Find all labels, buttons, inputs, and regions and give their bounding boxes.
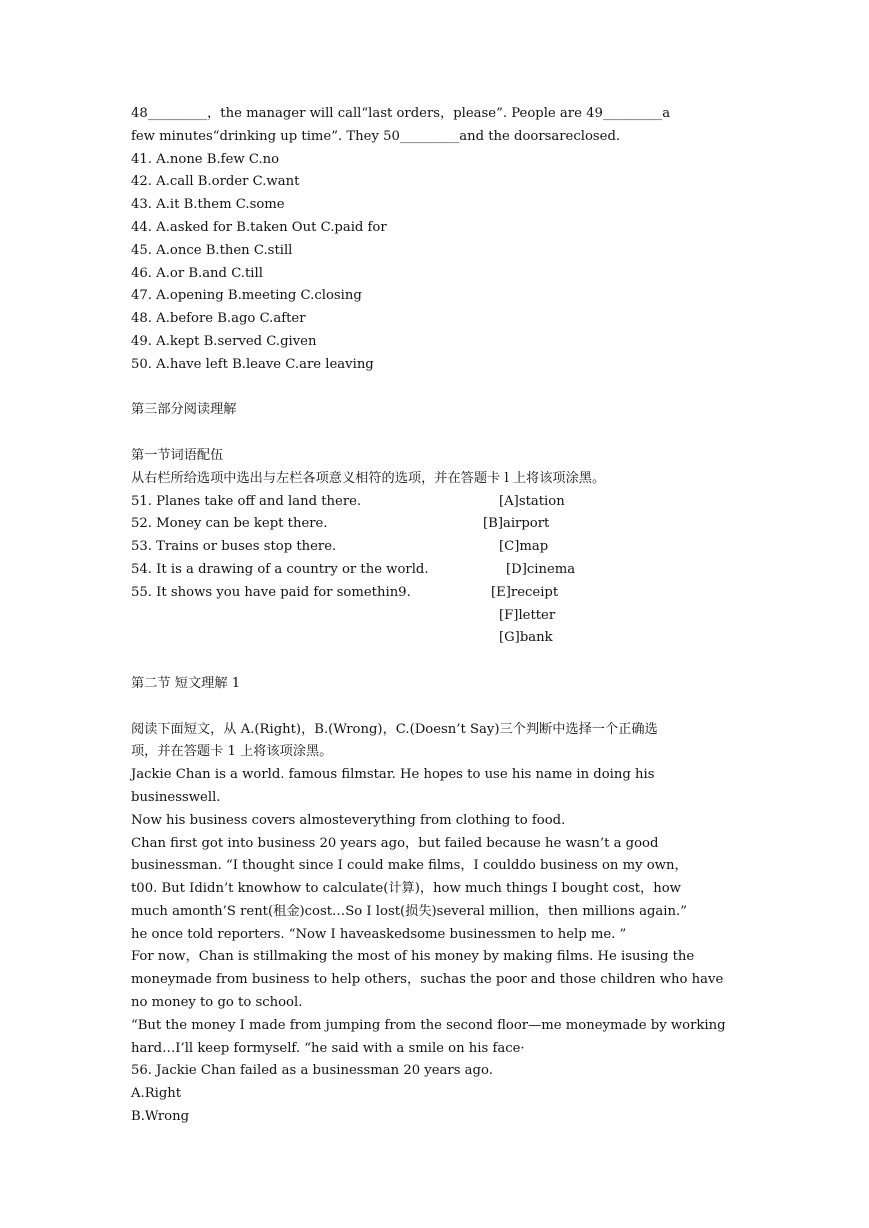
passage-line: hard…I’ll keep formyself. “he said with a smile on his face· <box>131 1040 525 1056</box>
cloze-line: few minutes“drinking up time”. They 50_________and the doorsareclosed. <box>131 128 621 144</box>
option-line: 43. A.it B.them C.some <box>131 197 285 213</box>
matching-left-item: 52. Money can be kept there. <box>131 516 328 532</box>
passage-line: Jackie Chan is a world. famous filmstar. He hopes to use his name in doing his <box>131 767 655 783</box>
matching-right-item: [D]cinema <box>506 561 576 577</box>
option-line: 44. A.asked for B.taken Out C.paid for <box>131 219 387 235</box>
section-instruction: 从右栏所给选项中选出与左栏各项意义相符的选项，并在答题卡 l 上将该项涂黑。 <box>131 470 606 486</box>
option-line: 49. A.kept B.served C.given <box>131 333 317 349</box>
matching-left-item: 53. Trains or buses stop there. <box>131 539 337 555</box>
passage-line: businessman. “I thought since I could make films，I coulddo business on my own， <box>131 858 688 874</box>
passage-line: t00. But Ididn’t knowhow to calculate(计算)，how much things I bought cost，how <box>131 881 681 897</box>
option-line: 47. A.opening B.meeting C.closing <box>131 288 362 304</box>
matching-right-item: [A]station <box>499 493 565 509</box>
section-title: 第二节 短文理解 1 <box>131 675 241 691</box>
passage-line: “But the money I made from jumping from the second floor—me moneymade by working <box>131 1017 726 1033</box>
section-instruction: 项，并在答题卡 1 上将该项涂黑。 <box>131 744 333 760</box>
option-line: 41. A.none B.few C.no <box>131 151 280 167</box>
passage-line: much amonth’S rent(租金)cost…So I lost(损失)several million，then millions again.” <box>131 903 687 919</box>
option-line: 45. A.once B.then C.still <box>131 242 293 258</box>
passage-line: no money to go to school. <box>131 995 303 1011</box>
passage-line: he once told reporters. “Now I haveaskedsome businessmen to help me. ” <box>131 926 627 942</box>
option-line: 46. A.or B.and C.till <box>131 265 263 281</box>
matching-right-item: [B]airport <box>483 516 550 532</box>
matching-right-item: [F]letter <box>499 607 556 623</box>
matching-table <box>131 491 741 651</box>
matching-left-item: 51. Planes take off and land there. <box>131 493 362 509</box>
matching-right-item: [C]map <box>499 539 549 555</box>
passage-line: moneymade from business to help others，suchas the poor and those children who have <box>131 972 724 988</box>
answer-option: A.Right <box>131 1086 182 1102</box>
answer-option: B.Wrong <box>131 1109 190 1125</box>
matching-right-item: [E]receipt <box>491 584 559 600</box>
passage-line: Chan first got into business 20 years ago，but failed because he wasn’t a good <box>131 835 659 851</box>
matching-right-item: [G]bank <box>499 630 553 646</box>
section-title: 第一节词语配伍 <box>131 447 224 463</box>
option-line: 42. A.call B.order C.want <box>131 174 300 190</box>
passage-line: businesswell. <box>131 789 221 805</box>
passage-line: For now，Chan is stillmaking the most of his money by making films. He isusing the <box>131 949 695 965</box>
question-stem: 56. Jackie Chan failed as a businessman 20 years ago. <box>131 1063 493 1079</box>
part-title: 第三部分阅读理解 <box>131 402 237 418</box>
matching-left-item: 55. It shows you have paid for somethin9. <box>131 584 411 600</box>
cloze-line: 48_________，the manager will call“last orders，please”. People are 49_________a <box>131 106 671 121</box>
passage-line: Now his business covers almosteverything from clothing to food. <box>131 812 566 828</box>
matching-left-item: 54. It is a drawing of a country or the world. <box>131 561 429 577</box>
section-instruction: 阅读下面短文，从 A.(Right)，B.(Wrong)，C.(Doesn’t Say)三个判断中选择一个正确选 <box>131 721 658 737</box>
document-page <box>131 103 741 1129</box>
option-line: 50. A.have left B.leave C.are leaving <box>131 356 374 372</box>
option-line: 48. A.before B.ago C.after <box>131 311 306 327</box>
